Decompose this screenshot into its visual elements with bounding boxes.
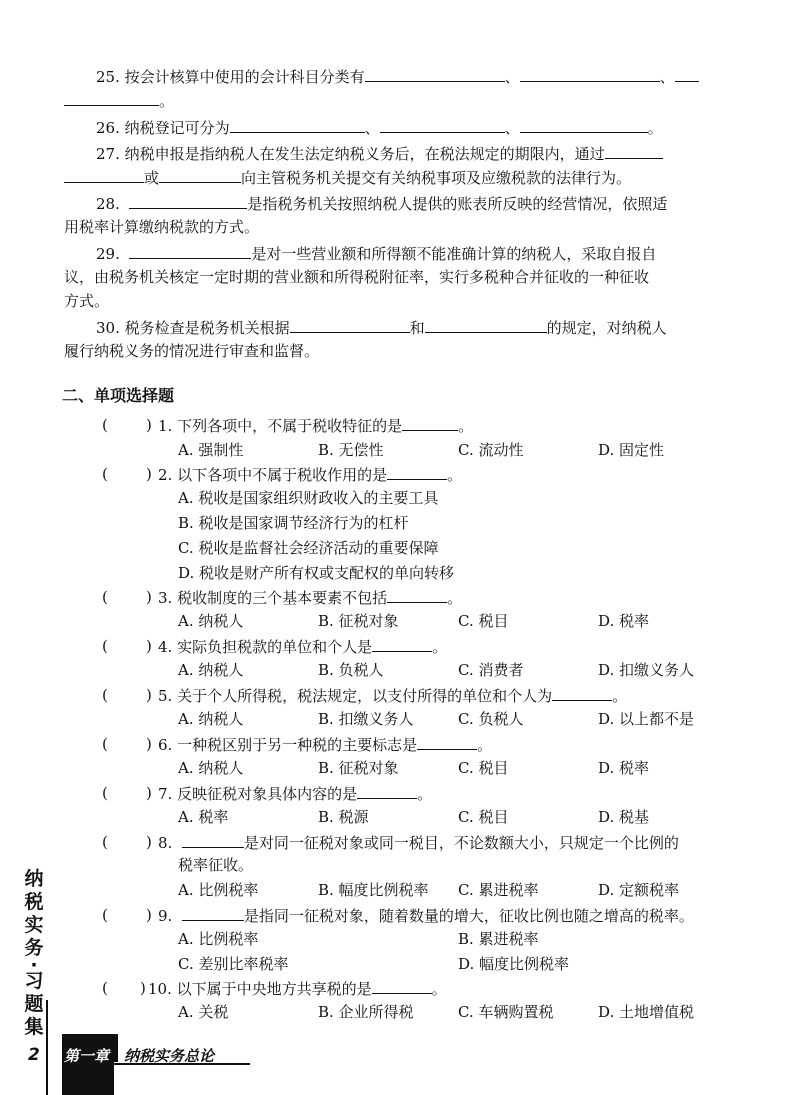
option: C. 消费者 xyxy=(458,661,524,679)
sidebar-char: 习 xyxy=(24,970,44,992)
q29-line2: 议，由税务机关核定一定时期的营业额和所得税附征率，实行多税种合并征收的一种征收 xyxy=(64,268,650,286)
q2-stem: 2. 以下各项中不属于税收作用的是 。 xyxy=(158,466,463,484)
option: B. 征税对象 xyxy=(318,612,399,630)
sidebar-char: 实 xyxy=(24,914,44,936)
answer-paren-open: ( xyxy=(102,465,108,483)
option: B. 扣缴义务人 xyxy=(318,710,414,728)
answer-paren-close: ) xyxy=(140,979,146,997)
sidebar-rule xyxy=(46,1000,48,1095)
chapter-label: 第一章 xyxy=(64,1047,110,1065)
sidebar-char: 纳 xyxy=(24,868,44,890)
q10-stem: 10. 以下属于中央地方共享税的是 。 xyxy=(148,980,447,998)
q7-stem: 7. 反映征税对象具体内容的是 。 xyxy=(158,785,433,803)
blank xyxy=(387,588,447,603)
option: A. 比例税率 xyxy=(178,881,259,899)
answer-paren-close: ) xyxy=(146,833,152,851)
answer-paren-open: ( xyxy=(102,906,108,924)
option: B. 幅度比例税率 xyxy=(318,881,429,899)
option: A. 纳税人 xyxy=(178,612,244,630)
sidebar-char: 集 xyxy=(24,1016,44,1038)
blank xyxy=(159,168,241,183)
option: A. 纳税人 xyxy=(178,710,244,728)
answer-paren-open: ( xyxy=(102,637,108,655)
blank xyxy=(129,194,247,209)
answer-paren-close: ) xyxy=(146,637,152,655)
q30-line1: 30. 税务检查是税务机关根据 和 的规定，对纳税人 xyxy=(96,319,667,337)
answer-paren-open: ( xyxy=(102,979,108,997)
q5-stem: 5. 关于个人所得税，税法规定，以支付所得的单位和个人为 。 xyxy=(158,687,628,705)
sidebar-char: · xyxy=(30,954,38,976)
answer-paren-open: ( xyxy=(102,784,108,802)
option: D. 税率 xyxy=(598,759,650,777)
q4-stem: 4. 实际负担税款的单位和个人是 。 xyxy=(158,638,448,656)
sidebar-char: 题 xyxy=(24,993,44,1015)
blank xyxy=(365,67,505,82)
option: A. 比例税率 xyxy=(178,930,259,948)
section-title: 二、单项选择题 xyxy=(62,386,175,405)
q28-line2: 用税率计算缴纳税款的方式。 xyxy=(64,218,260,236)
option: C. 车辆购置税 xyxy=(458,1003,554,1021)
option: C. 差别比率税率 xyxy=(178,955,289,973)
option: D. 土地增值税 xyxy=(598,1003,695,1021)
option: D. 以上都不是 xyxy=(598,710,695,728)
answer-paren-open: ( xyxy=(102,833,108,851)
blank xyxy=(182,833,244,848)
option: B. 无偿性 xyxy=(318,441,384,459)
option: D. 幅度比例税率 xyxy=(458,955,570,973)
option: A. 税收是国家组织财政收入的主要工具 xyxy=(178,489,439,507)
option: D. 扣缴义务人 xyxy=(598,661,695,679)
q30-line2: 履行纳税义务的情况进行审查和监督。 xyxy=(64,342,320,360)
q27-line1: 27. 纳税申报是指纳税人在发生法定纳税义务后，在税法规定的期限内，通过 xyxy=(96,144,663,163)
blank xyxy=(417,735,477,750)
option: C. 税收是监督社会经济活动的重要保障 xyxy=(178,539,439,557)
q26: 26. 纳税登记可分为 、 、 。 xyxy=(96,119,663,137)
option: C. 税目 xyxy=(458,759,509,777)
blank xyxy=(380,118,505,133)
q1-stem: 1. 下列各项中，不属于税收特征的是 。 xyxy=(158,417,474,435)
sidebar-char: 务 xyxy=(24,937,44,959)
option: A. 关税 xyxy=(178,1003,229,1021)
blank xyxy=(64,91,159,106)
blank xyxy=(605,144,663,159)
blank xyxy=(402,416,458,431)
option: D. 税基 xyxy=(598,808,650,826)
q28-line1: 28. 是指税务机关按照纳税人提供的账表所反映的经营情况，依照适 xyxy=(96,195,668,213)
answer-paren-close: ) xyxy=(146,735,152,753)
option: B. 征税对象 xyxy=(318,759,399,777)
blank xyxy=(129,244,251,259)
option: D. 固定性 xyxy=(598,441,665,459)
answer-paren-open: ( xyxy=(102,686,108,704)
q25-line1: 25. 按会计核算中使用的会计科目分类有 、 、 xyxy=(96,67,699,86)
answer-paren-open: ( xyxy=(102,588,108,606)
blank xyxy=(357,784,417,799)
q8-stem-cont: 税率征收。 xyxy=(178,856,254,874)
blank xyxy=(230,118,365,133)
blank xyxy=(372,637,432,652)
q8-stem: 8. 是对同一征税对象或同一税目，不论数额大小，只规定一个比例的 xyxy=(158,834,679,852)
blank xyxy=(387,465,447,480)
option: C. 税目 xyxy=(458,612,509,630)
option: A. 纳税人 xyxy=(178,759,244,777)
option: C. 累进税率 xyxy=(458,881,539,899)
q27-line2: 或 向主管税务机关提交有关纳税事项及应缴税款的法律行为。 xyxy=(64,168,631,187)
option: D. 税收是财产所有权或支配权的单向转移 xyxy=(178,564,455,582)
chapter-title: 纳税实务总论 xyxy=(124,1047,215,1065)
answer-paren-open: ( xyxy=(102,735,108,753)
answer-paren-close: ) xyxy=(146,686,152,704)
option: A. 税率 xyxy=(178,808,229,826)
blank xyxy=(290,318,410,333)
blank xyxy=(64,168,144,183)
answer-paren-open: ( xyxy=(102,416,108,434)
option: C. 税目 xyxy=(458,808,509,826)
q9-stem: 9. 是指同一征税对象，随着数量的增大，征收比例也随之增高的税率。 xyxy=(158,907,694,925)
blank xyxy=(675,67,699,82)
option: C. 负税人 xyxy=(458,710,524,728)
blank xyxy=(182,906,244,921)
q3-stem: 3. 税收制度的三个基本要素不包括 。 xyxy=(158,589,463,607)
blank xyxy=(520,118,648,133)
q29-line3: 方式。 xyxy=(64,292,110,310)
sidebar-char: 税 xyxy=(24,891,44,913)
option: A. 强制性 xyxy=(178,441,244,459)
answer-paren-close: ) xyxy=(146,465,152,483)
option: D. 定额税率 xyxy=(598,881,680,899)
q6-stem: 6. 一种税区别于另一种税的主要标志是 。 xyxy=(158,736,493,754)
q25-line2: 。 xyxy=(64,91,174,110)
option: B. 负税人 xyxy=(318,661,384,679)
option: A. 纳税人 xyxy=(178,661,244,679)
option: B. 企业所得税 xyxy=(318,1003,414,1021)
page-number: 2 xyxy=(28,1045,40,1065)
answer-paren-close: ) xyxy=(146,588,152,606)
blank xyxy=(552,686,612,701)
answer-paren-close: ) xyxy=(146,784,152,802)
answer-paren-close: ) xyxy=(146,906,152,924)
blank xyxy=(425,318,547,333)
option: D. 税率 xyxy=(598,612,650,630)
option: B. 税收是国家调节经济行为的杠杆 xyxy=(178,514,409,532)
answer-paren-close: ) xyxy=(146,416,152,434)
q29-line1: 29. 是对一些营业额和所得额不能准确计算的纳税人，采取自报自 xyxy=(96,245,657,263)
blank xyxy=(520,67,660,82)
blank xyxy=(372,979,432,994)
option: B. 税源 xyxy=(318,808,369,826)
footer-block xyxy=(62,1062,114,1095)
option: B. 累进税率 xyxy=(458,930,539,948)
option: C. 流动性 xyxy=(458,441,524,459)
